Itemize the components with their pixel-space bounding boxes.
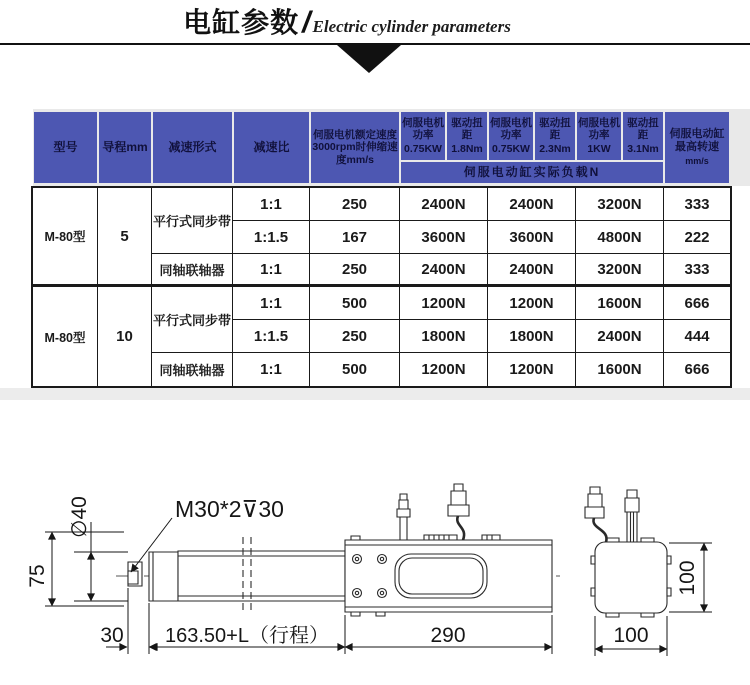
max-speed-unit: mm/s (685, 156, 709, 167)
title-english: Electric cylinder parameters (312, 17, 511, 36)
cell-speed: 250 (310, 254, 400, 287)
cell-load3: 4800N (576, 221, 664, 254)
encoder-connector (397, 494, 410, 540)
cell-load2: 2400N (488, 254, 576, 287)
cell-ratio: 1:1 (233, 353, 310, 386)
cell-speed: 500 (310, 353, 400, 386)
end-view-power-connector (585, 487, 607, 542)
cell-max: 666 (664, 287, 730, 320)
dim-290-label: 290 (430, 624, 466, 647)
power-connector (448, 484, 469, 540)
cell-model: M-80型 (33, 188, 98, 287)
spec-table-header (33, 111, 730, 184)
header-cell-ratio: 减速比 (234, 112, 309, 183)
cell-speed: 167 (310, 221, 400, 254)
header-cell-max-speed (665, 112, 729, 183)
power-value: 0.75KW (492, 142, 530, 155)
cell-speed: 250 (310, 188, 400, 221)
cell-ratio: 1:1.5 (233, 221, 310, 254)
cell-load3: 2400N (576, 320, 664, 353)
motor-end-view (585, 487, 671, 617)
cell-max: 333 (664, 188, 730, 221)
power-label: 伺服电机功率 (578, 117, 620, 142)
spec-table-body (31, 186, 732, 388)
cell-ratio: 1:1 (233, 287, 310, 320)
torque-label: 驱动扭距 (539, 117, 571, 142)
header-cell-speed3000: 伺服电机额定速度3000rpm时伸缩速度mm/s (311, 112, 399, 183)
technical-drawing (0, 440, 750, 685)
body-height-label: 75 (26, 564, 49, 588)
end-view-encoder-connector (625, 490, 639, 542)
cell-lead: 5 (98, 188, 152, 287)
power-value: 1KW (587, 142, 611, 155)
thread-spec-label: M30*2⊽30 (175, 496, 284, 522)
power-label: 伺服电机功率 (490, 117, 532, 142)
cell-load1: 2400N (400, 188, 488, 221)
rod-diameter-label: ∅40 (68, 496, 91, 538)
cell-load3: 1600N (576, 353, 664, 386)
cell-ratio: 1:1 (233, 254, 310, 287)
cell-load3: 3200N (576, 254, 664, 287)
motor-housing (345, 540, 552, 612)
title-slash: / (302, 6, 311, 39)
header-cell-torque-1 (447, 112, 487, 160)
cell-load1: 3600N (400, 221, 488, 254)
cell-max: 444 (664, 320, 730, 353)
header-cell-lead: 导程mm (99, 112, 151, 183)
down-triangle-icon (337, 45, 401, 73)
motor-body-outline (595, 542, 667, 613)
cell-form: 平行式同步带 (152, 188, 233, 254)
cell-load2: 1800N (488, 320, 576, 353)
motor-width-label: 100 (613, 624, 649, 647)
table-bottom-strip (0, 388, 750, 400)
cell-model: M-80型 (33, 287, 98, 386)
cell-ratio: 1:1 (233, 188, 310, 221)
torque-label: 驱动扭距 (627, 117, 659, 142)
dim-30-label: 30 (100, 624, 124, 647)
motor-height-label: 100 (676, 560, 699, 596)
torque-value: 2.3Nm (539, 142, 571, 155)
cell-speed: 250 (310, 320, 400, 353)
cell-load1: 2400N (400, 254, 488, 287)
cell-load2: 2400N (488, 188, 576, 221)
cell-form: 同轴联轴器 (152, 254, 233, 287)
page-title (183, 1, 511, 43)
max-speed-label: 伺服电动缸最高转速 (669, 127, 725, 154)
cell-load3: 1600N (576, 287, 664, 320)
cell-max: 222 (664, 221, 730, 254)
cell-form: 平行式同步带 (152, 287, 233, 353)
torque-value: 1.8Nm (451, 142, 483, 155)
cell-load1: 1200N (400, 353, 488, 386)
stroke-length-label: 163.50+L（行程） (165, 625, 329, 647)
cell-load1: 1800N (400, 320, 488, 353)
title-chinese: 电缸参数 (183, 7, 300, 38)
thread-hole (128, 571, 138, 584)
torque-label: 驱动扭距 (451, 117, 483, 142)
power-label: 伺服电机功率 (402, 117, 444, 142)
cell-lead: 10 (98, 287, 152, 386)
cell-max: 666 (684, 361, 710, 378)
header-cell-power-2 (489, 112, 533, 160)
cell-form: 同轴联轴器 (152, 353, 233, 386)
cell-load2: 1200N (488, 287, 576, 320)
cell-load1: 1200N (400, 287, 488, 320)
torque-value: 3.1Nm (627, 142, 659, 155)
header-cell-actual-load: 伺服电动缸实际负载N (401, 162, 663, 183)
cell-speed: 500 (310, 287, 400, 320)
power-value: 0.75KW (404, 142, 442, 155)
header-cell-form: 减速形式 (153, 112, 232, 183)
header-cell-power-1 (401, 112, 445, 160)
header-cell-model: 型号 (34, 112, 97, 183)
cell-max: 333 (664, 254, 730, 287)
header-cell-torque-3 (623, 112, 663, 160)
cylinder-body (178, 551, 345, 601)
cell-load3: 3200N (576, 188, 664, 221)
cell-load2: 1200N (488, 353, 576, 386)
header-cell-power-3 (577, 112, 621, 160)
cell-load2: 3600N (488, 221, 576, 254)
cell-ratio: 1:1.5 (233, 320, 310, 353)
header-cell-torque-2 (535, 112, 575, 160)
page-header (0, 0, 750, 45)
